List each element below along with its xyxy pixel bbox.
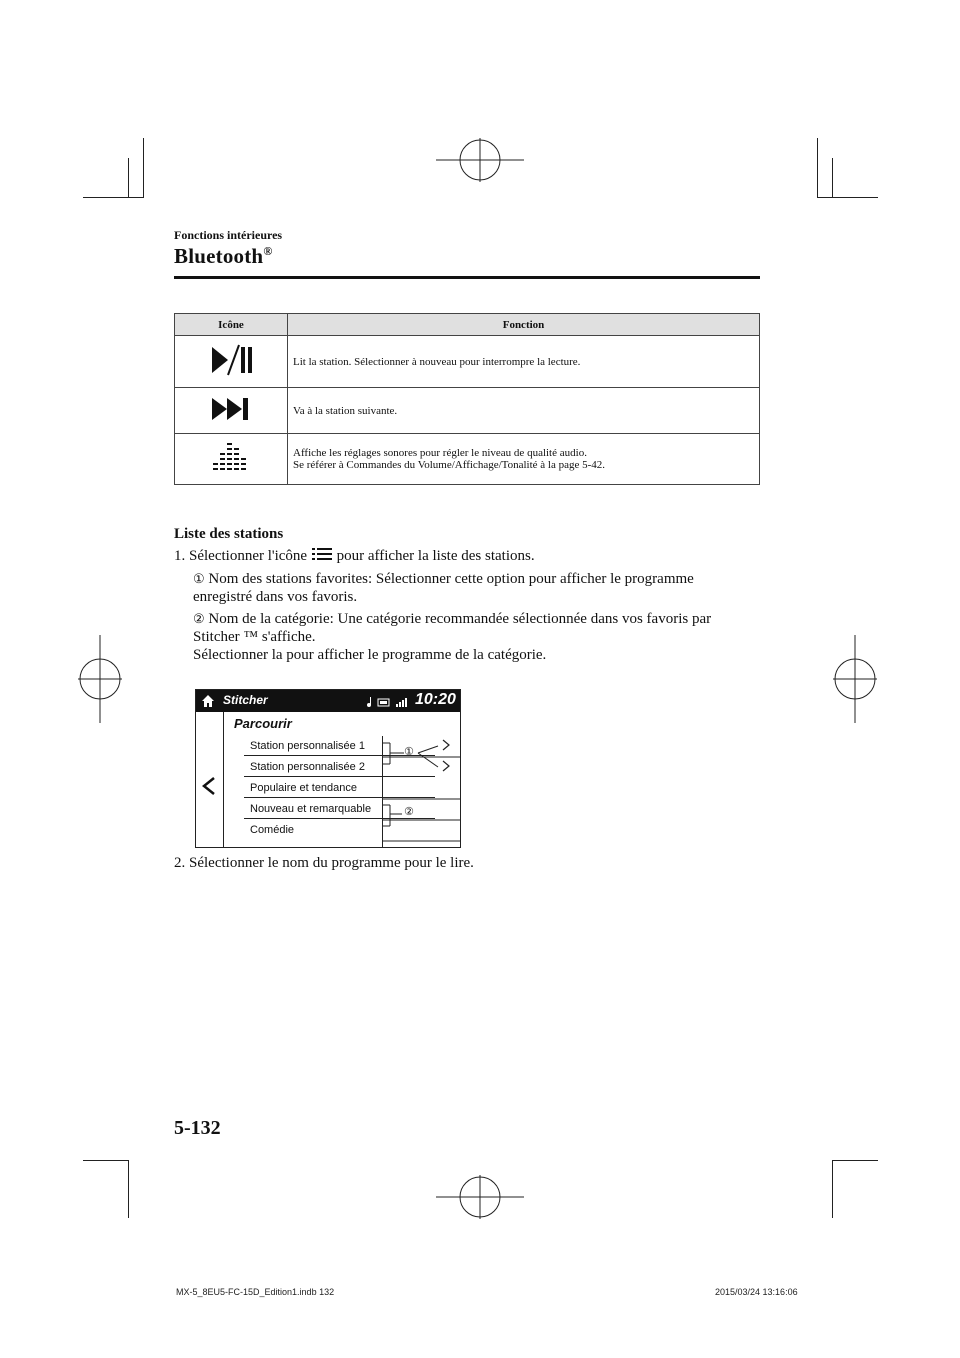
function-text: Lit la station. Sélectionner à nouveau pour interrompre la lecture.	[293, 355, 581, 368]
subheading: Liste des stations	[174, 526, 284, 542]
page-number: 5-132	[174, 1117, 221, 1139]
step-number: 1.	[174, 548, 186, 564]
table-row	[175, 434, 760, 485]
list-icon	[311, 547, 333, 561]
col-function-header: Fonction	[288, 314, 760, 336]
callout-marker: ②	[193, 611, 205, 626]
table-row	[175, 388, 760, 434]
icon-function-table	[174, 313, 760, 485]
table-row	[175, 336, 760, 388]
icon-cell	[175, 388, 288, 434]
section-title: Fonctions intérieures	[174, 228, 283, 242]
callout-lines	[382, 734, 460, 847]
back-chevron-icon[interactable]	[201, 776, 217, 796]
screen-header	[196, 690, 460, 712]
stitcher-screen	[195, 689, 461, 848]
callout-marker: ①	[193, 571, 205, 586]
function-cell	[288, 434, 760, 485]
back-divider	[223, 712, 224, 847]
table-header-row	[175, 314, 760, 336]
footer-file: MX-5_8EU5-FC-15D_Edition1.indb 132	[176, 1287, 335, 1297]
step-2	[174, 854, 474, 872]
step-text-end: pour afficher la liste des stations.	[336, 548, 535, 564]
skip-next-icon	[209, 395, 253, 423]
header-rule	[174, 276, 760, 279]
play-pause-icon	[206, 343, 256, 377]
icon-cell	[175, 336, 288, 388]
icon-cell	[175, 434, 288, 485]
callout-1: ①	[404, 746, 414, 758]
list-item[interactable]: Station personnalisée 1	[244, 736, 435, 756]
note-text: Nom des stations favorites: Sélectionner cette option pour afficher le programme	[208, 571, 694, 587]
home-icon[interactable]	[201, 694, 215, 708]
callout-2: ②	[404, 806, 414, 818]
function-text: Va à la station suivante.	[293, 404, 398, 417]
note-text-line2: enregistré dans vos favoris.	[193, 589, 358, 605]
col-icon-header: Icône	[175, 314, 288, 336]
step-1	[174, 547, 535, 565]
note-text-line2: Stitcher ™ s'affiche.	[193, 629, 316, 645]
app-title: Stitcher	[223, 693, 268, 707]
chapter-title	[174, 244, 272, 269]
step-text: Sélectionner le nom du programme pour le lire.	[189, 855, 474, 871]
function-text-line2: Se référer à Commandes du Volume/Affichage/Tonalité à la page 5-42.	[293, 459, 606, 471]
registered-mark: ®	[263, 244, 273, 258]
list-item[interactable]: Comédie	[250, 824, 295, 836]
clock: 10:20	[415, 691, 456, 708]
step-text: Sélectionner l'icône	[189, 548, 308, 564]
note-favorites	[193, 570, 694, 606]
footer-date: 2015/03/24 13:16:06	[715, 1287, 798, 1297]
note-category	[193, 610, 711, 664]
note-text-line3: Sélectionner la pour afficher le programme de la catégorie.	[193, 647, 547, 663]
function-cell	[288, 388, 760, 434]
status-icons	[366, 696, 412, 708]
list-item[interactable]: Station personnalisée 2	[244, 757, 435, 777]
equalizer-icon	[211, 441, 251, 475]
note-text: Nom de la catégorie: Une catégorie recommandée sélectionnée dans vos favoris par	[208, 611, 712, 627]
list-item[interactable]: Populaire et tendance	[244, 778, 435, 798]
function-text: Affiche les réglages sonores pour régler le niveau de qualité audio.	[293, 447, 587, 459]
chapter-title-text: Bluetooth	[174, 244, 264, 268]
screen-heading: Parcourir	[234, 716, 292, 731]
step-number: 2.	[174, 855, 186, 871]
list-item[interactable]: Nouveau et remarquable	[244, 799, 435, 819]
function-cell	[288, 336, 760, 388]
